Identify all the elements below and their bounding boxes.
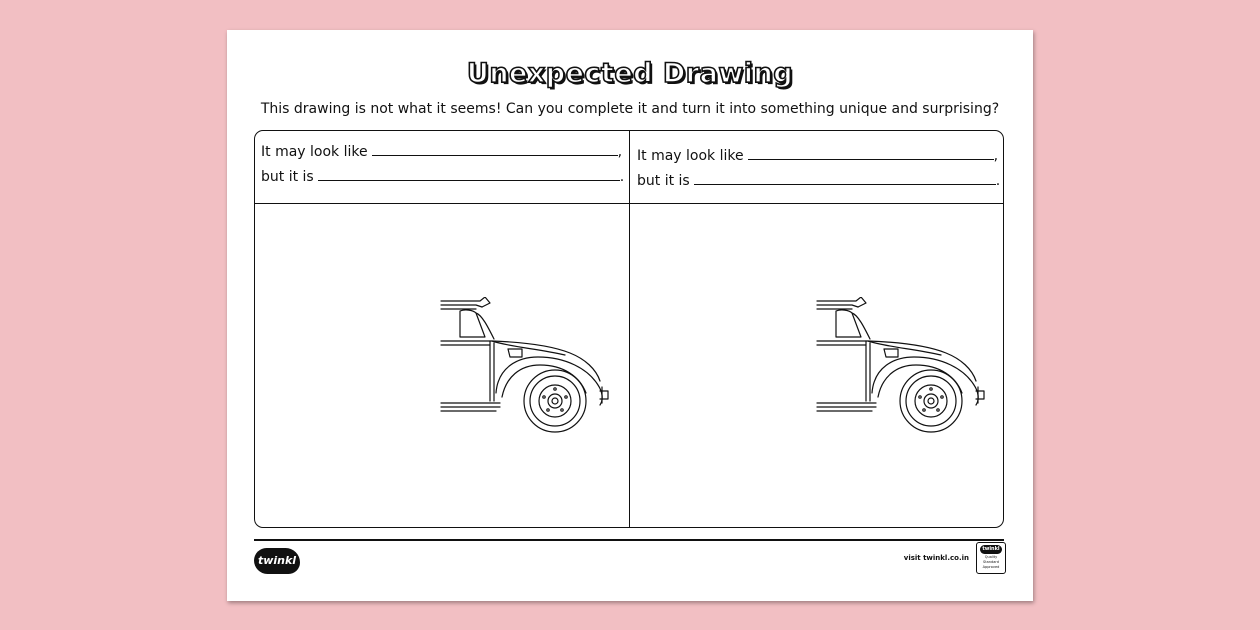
worksheet-page bbox=[227, 30, 1033, 601]
car-half-outline-icon bbox=[816, 297, 991, 437]
worksheet-instructions: This drawing is not what it seems! Can you complete it and turn it into something unique and surprising? bbox=[260, 101, 1000, 117]
quality-badge-icon bbox=[976, 542, 1006, 574]
prompt-left-line1-blank[interactable] bbox=[372, 141, 618, 156]
prompt-left bbox=[261, 141, 624, 191]
prompt-right-line2-end: . bbox=[995, 173, 1001, 189]
prompt-right-line1-blank[interactable] bbox=[748, 145, 994, 160]
prompt-left-line2-blank[interactable] bbox=[318, 166, 620, 181]
prompt-left-line1-label: It may look like bbox=[261, 144, 368, 160]
prompt-left-line2-end: . bbox=[619, 169, 625, 185]
prompt-right-line2-blank[interactable] bbox=[694, 170, 996, 185]
car-half-outline-icon bbox=[440, 297, 615, 437]
footer-divider bbox=[254, 539, 1004, 541]
badge-logo: twinkl bbox=[980, 545, 1002, 554]
badge-text: Quality Standard Approved bbox=[982, 555, 1000, 569]
drawing-frame bbox=[254, 130, 1004, 528]
prompt-right bbox=[637, 145, 1000, 195]
logo-text: twinkl bbox=[257, 554, 297, 567]
worksheet-title: Unexpected Drawing bbox=[466, 58, 794, 89]
visit-link[interactable]: visit twinkl.co.in bbox=[903, 554, 969, 562]
prompt-left-line2-label: but it is bbox=[261, 169, 314, 185]
prompt-right-line1-end: , bbox=[993, 148, 999, 164]
panel-divider-vertical bbox=[629, 131, 630, 527]
twinkl-logo-icon bbox=[254, 548, 300, 574]
prompt-right-line1-label: It may look like bbox=[637, 148, 744, 164]
prompt-left-line1-end: , bbox=[617, 144, 623, 160]
panel-divider-horizontal bbox=[255, 203, 1003, 204]
prompt-right-line2-label: but it is bbox=[637, 173, 690, 189]
